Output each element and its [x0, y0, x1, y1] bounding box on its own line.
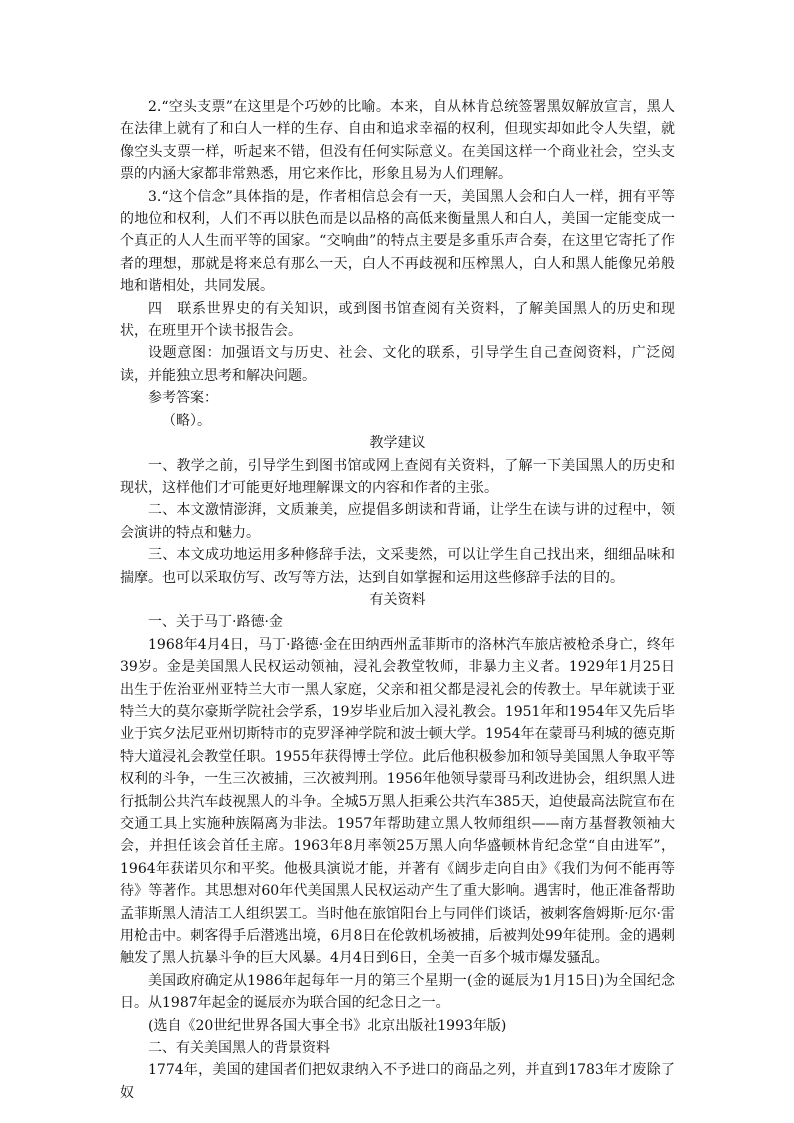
subheading-black-americans-background: 二、有关美国黑人的背景资料	[148, 1040, 330, 1057]
paragraph-advice-1: 一、教学之前，引导学生到图书馆或网上查阅有关资料，了解一下美国黑人的历史和现状，这样他们才可能更好地理解课文的内容和作者的主张。	[120, 457, 675, 496]
subheading-about-mlk: 一、关于马丁·路德·金	[148, 614, 283, 631]
paragraph-note-2: 2.“空头支票”在这里是个巧妙的比喻。本来，自从林肯总统签署黑奴解放宣言，黑人在法律上就有了和白人一样的生存、自由和追求幸福的权利，但现实却如此令人失望，就像空头支票一样，听起来不错，但没有任何实际意义。在美国这样一个商业社会，空头支票的内涵大家都非常熟悉，用它来作比，形象且易为人们理解。	[120, 99, 675, 183]
paragraph-answer-omitted: （略）。	[162, 412, 211, 429]
document-page	[120, 96, 675, 1104]
paragraph-advice-3: 三、本文成功地运用多种修辞手法，文采斐然，可以让学生自己找出来，细细品味和揣摩。也可以采取仿写、改写等方法，达到自如掌握和运用这些修辞手法的目的。	[120, 547, 675, 586]
paragraph-mlk-biography: 1968年4月4日，马丁·路德·金在田纳西州孟菲斯市的洛林汽车旅店被枪杀身亡，终年39岁。金是美国黑人民权运动领袖，浸礼会教堂牧师，非暴力主义者。1929年1月25日出生于佐治亚州亚特兰大市一黑人家庭，父亲和祖父都是浸礼会的传教士。早年就读于亚特兰大的莫尔豪斯学院社会学系，19岁毕业后加入浸礼教会。1951年和1954年又先后毕业于宾夕法尼亚州切斯特市的克罗泽神学院和波士顿大学。1954年在蒙哥马利城的德克斯特大道浸礼会教堂任职。1955年获得博士学位。此后他积极参加和领导美国黑人争取平等权利的斗争，一生三次被捕，三次被判刑。1956年他领导蒙哥马利改进协会，组织黑人进行抵制公共汽车歧视黑人的斗争。全城5万黑人拒乘公共汽车385天，迫使最高法院宣布在交通工具上实施种族隔离为非法。1957年帮助建立黑人牧师组织——南方基督教领袖大会，并担任该会首任主席。1963年8月率领25万黑人向华盛顿林肯纪念堂“自由进军”，1964年获诺贝尔和平奖。他极具演说才能，并著有《阔步走向自由》《我们为何不能再等待》等著作。其思想对60年代美国黑人民权运动产生了重大影响。遇害时，他正准备帮助孟菲斯黑人清洁工人组织罢工。当时他在旅馆阳台上与同伴们谈话，被刺客詹姆斯·厄尔·雷用枪击中。刺客得手后潜逃出境，6月8日在伦敦机场被捕，后被判处99年徒刑。金的遇刺触发了黑人抗暴斗争的巨大风暴。4月4日到6日，全美一百多个城市爆发骚乱。	[120, 636, 675, 967]
paragraph-memorial-day: 美国政府确定从1986年起每年一月的第三个星期一(金的诞辰为1月15日)为全国纪念日。从1987年起金的诞辰亦为联合国的纪念日之一。	[120, 972, 675, 1012]
paragraph-note-3: 3.“这个信念”具体指的是，作者相信总会有一天，美国黑人会和白人一样，拥有平等的地位和权利，人们不再以肤色而是以品格的高低来衡量黑人和白人，美国一定能变成一个真正的人人生而平等的国家。“交响曲”的特点主要是多重乐声合奏，在这里它寄托了作者的理想，那就是将来总有那么一天，白人不再歧视和压榨黑人，白人和黑人能像兄弟般地和谐相处，共同发展。	[120, 188, 675, 295]
paragraph-advice-2: 二、本文激情澎湃，文质兼美，应提倡多朗读和背诵，让学生在读与讲的过程中，领会演讲的特点和魅力。	[120, 502, 675, 541]
section-heading-reference-materials: 有关资料	[369, 591, 426, 608]
paragraph-background-start: 1774年，美国的建国者们把奴隶纳入不予进口的商品之列，并直到1783年才废除了奴	[120, 1062, 675, 1101]
paragraph-exercise-4: 四 联系世界史的有关知识，或到图书馆查阅有关资料，了解美国黑人的历史和现状，在班里开个读书报告会。	[120, 300, 675, 340]
paragraph-source-citation: (选自《20世纪世界各国大事全书》北京出版社1993年版)	[148, 1017, 507, 1034]
section-heading-teaching-advice: 教学建议	[369, 435, 426, 452]
paragraph-answer-label: 参考答案：	[148, 390, 218, 407]
paragraph-design-intent: 设题意图：加强语文与历史、社会、文化的联系，引导学生自己查阅资料，广泛阅读，并能独立思考和解决问题。	[120, 345, 675, 384]
